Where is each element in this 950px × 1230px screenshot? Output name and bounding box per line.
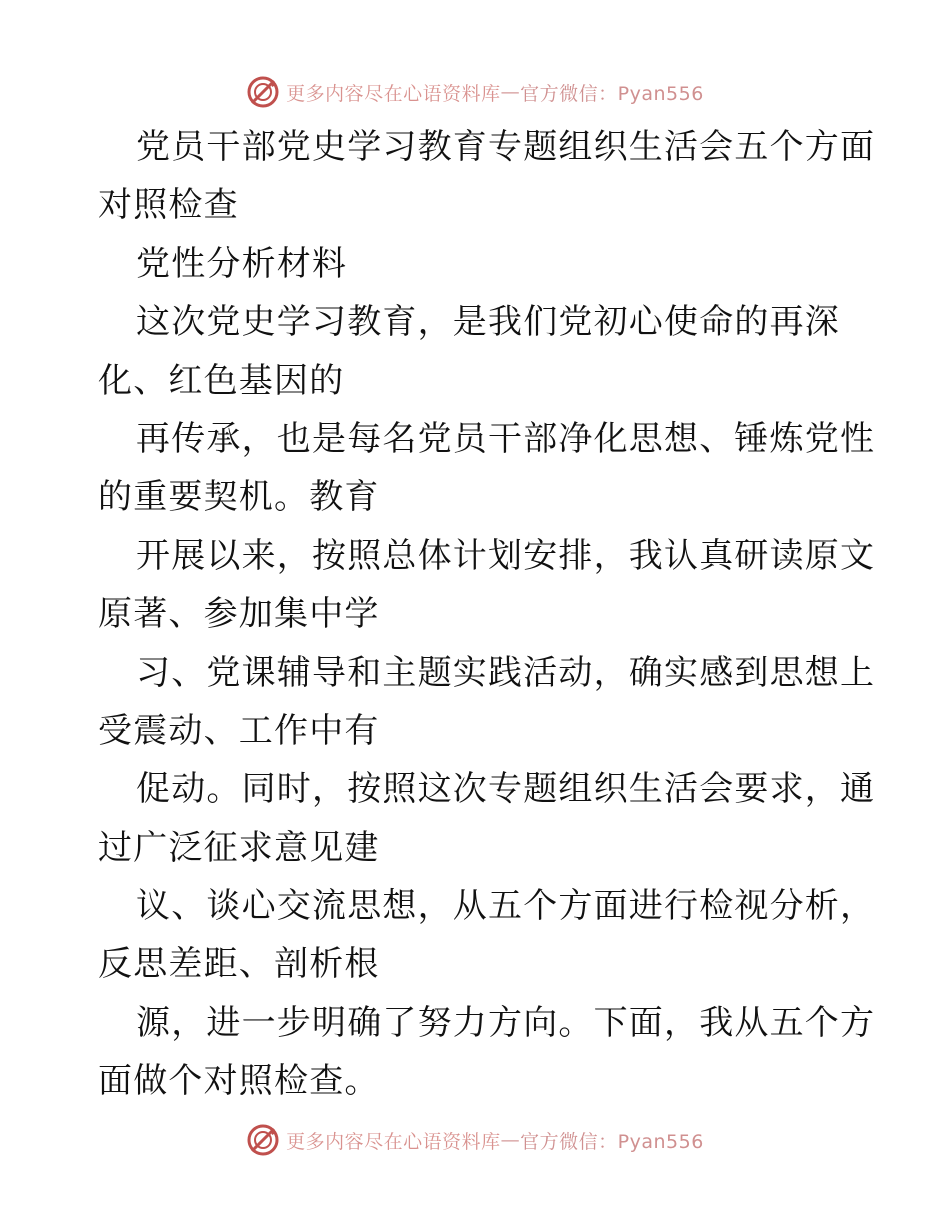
doc-line: 化、红色基因的 [98, 360, 345, 401]
logo-icon [246, 75, 280, 109]
doc-line: 受震动、工作中有 [98, 710, 380, 751]
doc-line: 党员干部党史学习教育专题组织生活会五个方面 [136, 127, 876, 167]
logo-icon [246, 1123, 280, 1157]
doc-line: 原著、参加集中学 [98, 594, 380, 635]
doc-line: 促动。同时，按照这次专题组织生活会要求，通 [136, 769, 876, 810]
doc-line: 过广泛征求意见建 [98, 827, 380, 868]
doc-line: 的重要契机。教育 [98, 477, 380, 518]
banner-wechat: 官方微信：Pyan556 [520, 1130, 704, 1153]
doc-line: 再传承，也是每名党员干部净化思想、锤炼党性 [136, 418, 876, 459]
doc-line: 习、党课辅导和主题实践活动，确实感到思想上 [136, 652, 876, 693]
footer-banner [0, 1120, 950, 1160]
banner-dash: — [500, 81, 521, 103]
document-body [98, 118, 876, 1111]
doc-line: 反思差距、剖析根 [98, 944, 380, 985]
doc-line: 源，进一步明确了努力方向。下面，我从五个方 [136, 1002, 876, 1043]
banner-title: 更多内容尽在心语资料库 [286, 82, 501, 105]
doc-line: 开展以来，按照总体计划安排，我认真研读原文 [136, 535, 876, 576]
banner-dash: — [500, 1129, 521, 1151]
doc-line: 面做个对照检查。 [98, 1061, 380, 1102]
doc-line: 党性分析材料 [136, 243, 348, 284]
banner-wechat: 官方微信：Pyan556 [520, 82, 704, 105]
doc-line: 对照检查 [98, 185, 239, 226]
doc-line: 这次党史学习教育，是我们党初心使命的再深 [136, 302, 840, 343]
header-banner [0, 72, 950, 112]
banner-title: 更多内容尽在心语资料库 [286, 1130, 501, 1153]
doc-line: 议、谈心交流思想，从五个方面进行检视分析， [136, 886, 876, 927]
